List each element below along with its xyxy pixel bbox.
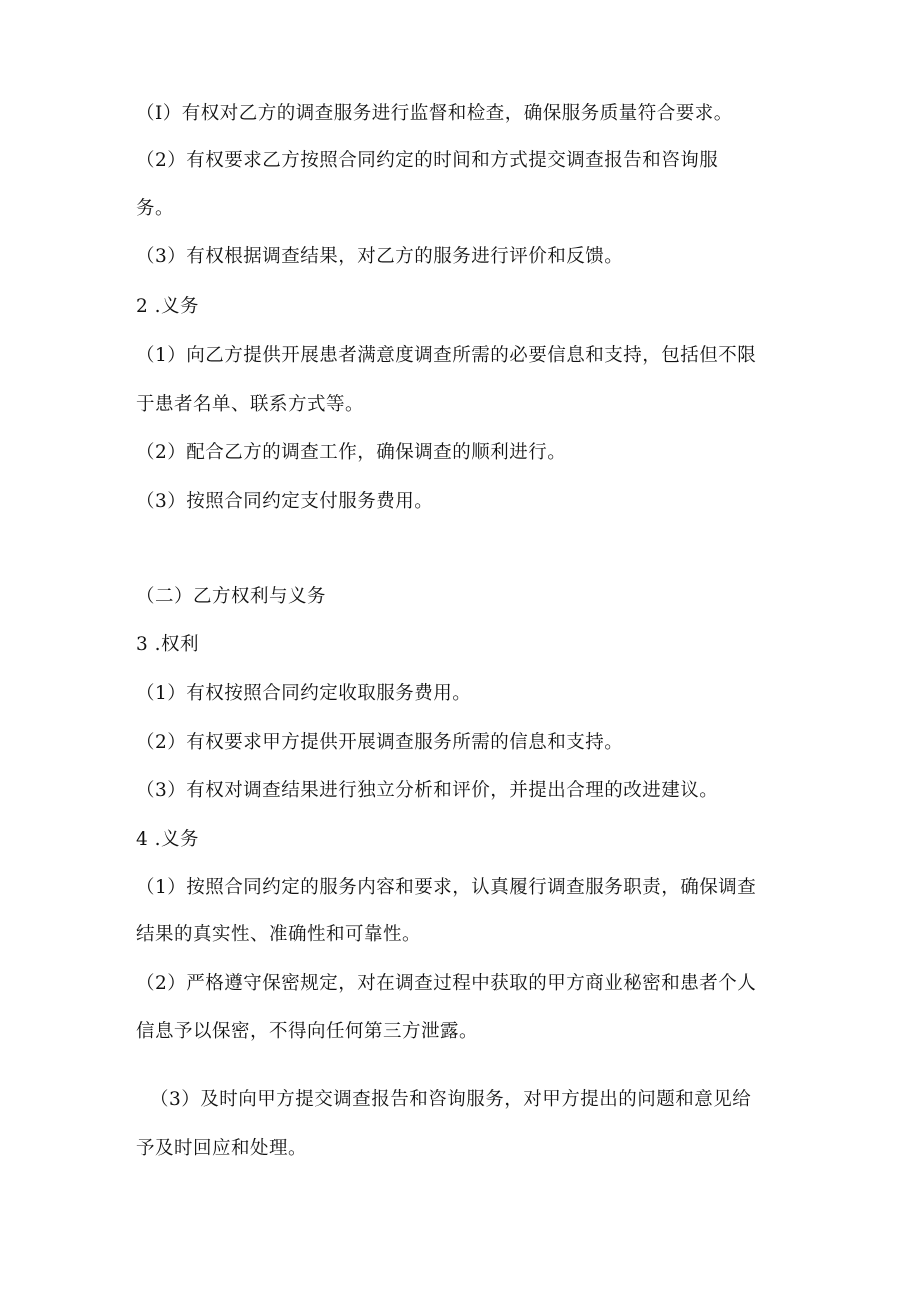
clause-3-3: （3）有权对调查结果进行独立分析和评价，并提出合理的改进建议。 (136, 780, 719, 801)
clause-4-3: （3）及时向甲方提交调查报告和咨询服务，对甲方提出的问题和意见给 (150, 1089, 752, 1110)
clause-4-2: （2）严格遵守保密规定，对在调查过程中获取的甲方商业秘密和患者个人 (136, 973, 757, 994)
clause-3-2: （2）有权要求甲方提供开展调查服务所需的信息和支持。 (136, 732, 624, 753)
clause-4-1: （1）按照合同约定的服务内容和要求，认真履行调查服务职责，确保调查 (136, 877, 757, 898)
section-3-heading: 3 .权利 (136, 634, 200, 655)
clause-2-2: （2）配合乙方的调查工作，确保调查的顺利进行。 (136, 442, 567, 463)
clause-2-3: （3）按照合同约定支付服务费用。 (136, 491, 434, 512)
clause-4-3-cont: 予及时回应和处理。 (136, 1138, 308, 1159)
clause-1-2-cont: 务。 (136, 198, 175, 219)
clause-1-3: （3）有权根据调查结果，对乙方的服务进行评价和反馈。 (136, 246, 624, 267)
clause-3-1: （1）有权按照合同约定收取服务费用。 (136, 683, 472, 704)
section-4-heading: 4 .义务 (136, 829, 200, 850)
section-2-heading: 2 .义务 (136, 296, 200, 317)
clause-4-2-cont: 信息予以保密，不得向任何第三方泄露。 (136, 1021, 479, 1042)
clause-4-1-cont: 结果的真实性、准确性和可靠性。 (136, 924, 422, 945)
party-b-heading: （二）乙方权利与义务 (136, 586, 327, 607)
clause-2-1-cont: 于患者名单、联系方式等。 (136, 394, 365, 415)
clause-1-1: （I）有权对乙方的调查服务进行监督和检查，确保服务质量符合要求。 (136, 103, 733, 124)
clause-2-1: （1）向乙方提供开展患者满意度调查所需的必要信息和支持，包括但不限 (136, 345, 757, 366)
clause-1-2: （2）有权要求乙方按照合同约定的时间和方式提交调查报告和咨询服 (136, 150, 719, 171)
